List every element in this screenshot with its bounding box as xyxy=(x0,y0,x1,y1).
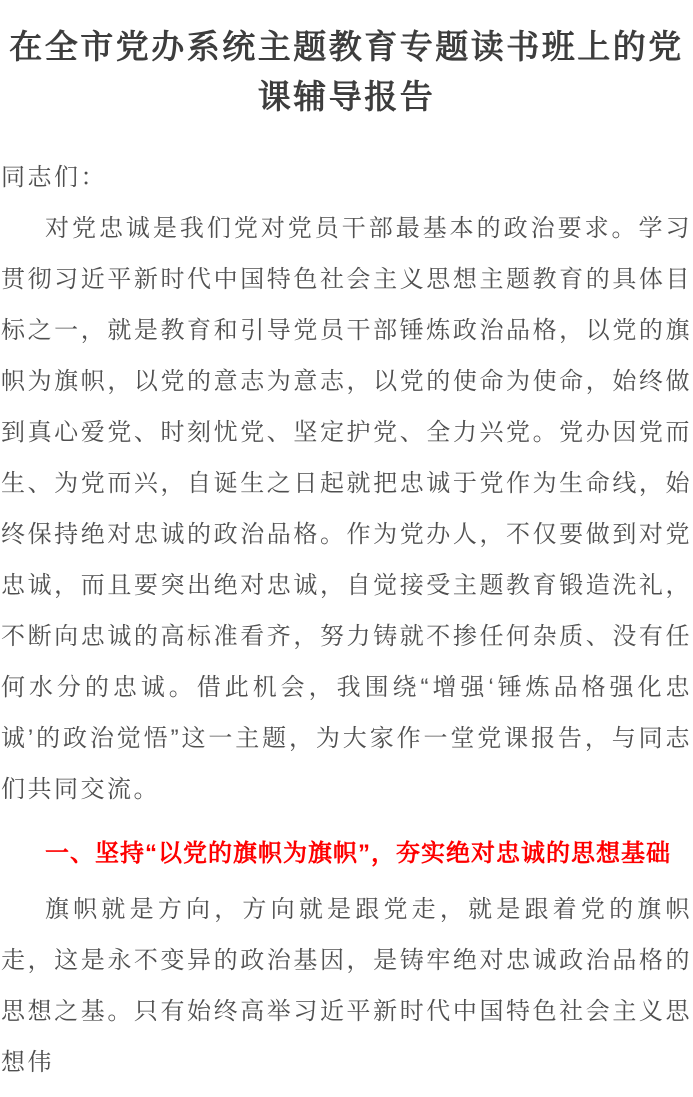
paragraph-section-1: 旗帜就是方向，方向就是跟党走，就是跟着党的旗帜走，这是永不变异的政治基因，是铸牢绝对忠诚政治品格的思想之基。只有始终高举习近平新时代中国特色社会主义思想伟 xyxy=(1,896,692,1076)
page-title: 在全市党办系统主题教育专题读书班上的党课辅导报告 xyxy=(9,28,684,115)
paragraph-intro: 对党忠诚是我们党对党员干部最基本的政治要求。学习贯彻习近平新时代中国特色社会主义思想主题教育的具体目标之一，就是教育和引导党员干部锤炼政治品格，以党的旗帜为旗帜，以党的意志为意志，以党的使命为使命，始终做到真心爱党、时刻忧党、坚定护党、全力兴党。党办因党而生、为党而兴，自诞生之日起就把忠诚于党作为生命线，始终保持绝对忠诚的政治品格。作为党办人，不仅要做到对党忠诚，而且要突出绝对忠诚，自觉接受主题教育锻造洗礼，不断向忠诚的高标准看齐，努力铸就不掺任何杂质、没有任何水分的忠诚。借此机会，我围绕“增强‘锤炼品格强化忠诚’的政治觉悟”这一主题，为大家作一堂党课报告，与同志们共同交流。 xyxy=(1,215,692,803)
salutation: 同志们： xyxy=(1,164,107,191)
section-heading-1: 一、坚持“以党的旗帜为旗帜”，夯实绝对忠诚的思想基础 xyxy=(45,840,671,867)
